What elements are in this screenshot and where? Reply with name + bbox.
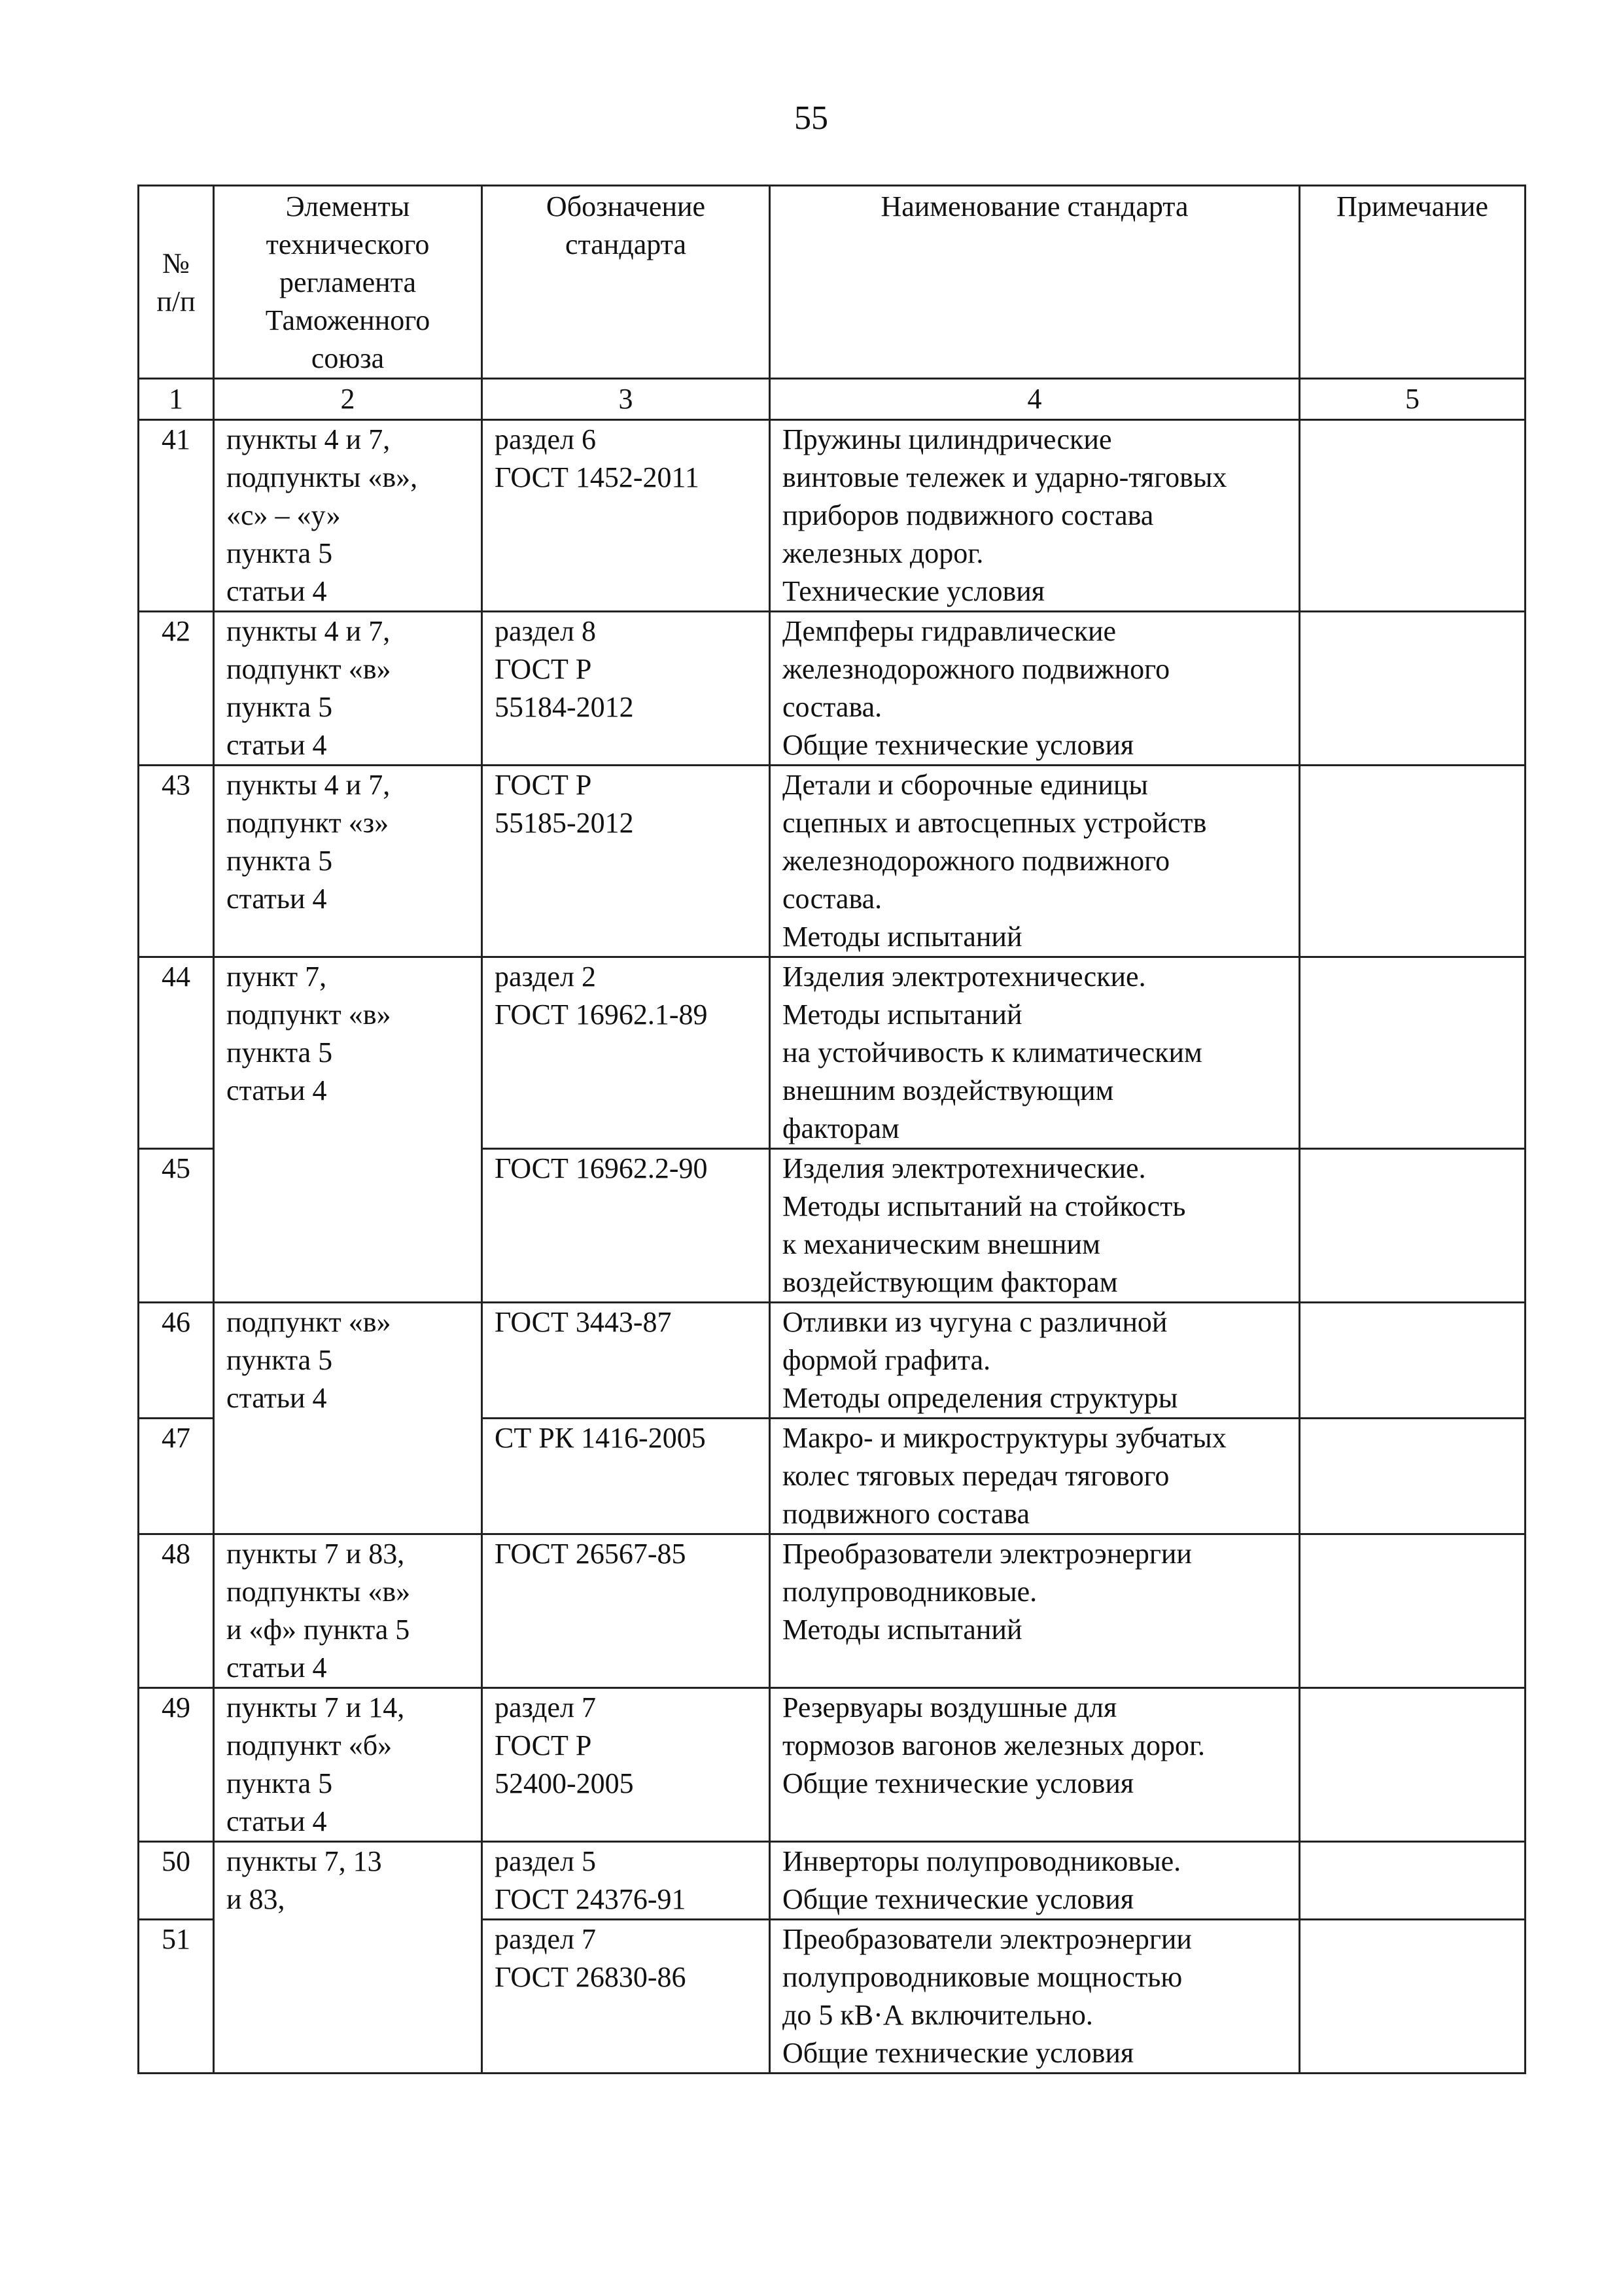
elements-cell-line: пункта 5	[226, 845, 333, 877]
designation-cell-line: ГОСТ 1452-2011	[495, 461, 699, 493]
elements-cell-line: пункты 4 и 7,	[226, 615, 391, 647]
elements-cell	[214, 957, 482, 1303]
designation-cell	[482, 766, 770, 957]
standard-name-cell-line: формой графита.	[782, 1344, 991, 1376]
designation-cell	[482, 1920, 770, 2074]
column-number: 3	[482, 379, 770, 420]
designation-cell-line: ГОСТ 24376-91	[495, 1883, 686, 1915]
elements-cell-line: пункты 7 и 83,	[226, 1538, 405, 1570]
elements-cell	[214, 1534, 482, 1688]
elements-cell-line: и 83,	[226, 1883, 285, 1915]
designation-cell-line: 52400-2005	[495, 1767, 634, 1799]
note-cell	[1300, 1842, 1526, 1920]
standard-name-cell	[770, 612, 1300, 766]
elements-cell-line: и «ф» пункта 5	[226, 1614, 410, 1646]
row-number: 47	[139, 1419, 214, 1534]
standard-name-cell-line: к механическим внешним	[782, 1228, 1100, 1260]
standard-name-cell-line: Методы испытаний	[782, 998, 1022, 1031]
elements-cell-line: статьи 4	[226, 729, 327, 761]
standard-name-cell-line: Преобразователи электроэнергии	[782, 1923, 1192, 1955]
standard-name-cell-line: колес тяговых передач тягового	[782, 1460, 1170, 1492]
elements-cell-line: пункты 4 и 7,	[226, 423, 391, 455]
row-number: 43	[139, 766, 214, 957]
elements-cell	[214, 612, 482, 766]
table-header-row	[139, 186, 1526, 379]
designation-cell-line: 55185-2012	[495, 807, 634, 839]
row-number: 44	[139, 957, 214, 1149]
elements-cell-line: пункты 7 и 14,	[226, 1691, 405, 1723]
column-number-row	[139, 379, 1526, 420]
elements-cell-line: статьи 4	[226, 1805, 327, 1837]
standard-name-cell-line: Демпферы гидравлические	[782, 615, 1117, 647]
standard-name-cell-line: Методы определения структуры	[782, 1382, 1178, 1414]
note-cell	[1300, 1920, 1526, 2074]
designation-cell	[482, 1842, 770, 1920]
row-number: 51	[139, 1920, 214, 2074]
standard-name-cell	[770, 766, 1300, 957]
standard-name-cell-line: Инверторы полупроводниковые.	[782, 1845, 1181, 1877]
row-number: 49	[139, 1688, 214, 1842]
elements-cell	[214, 1688, 482, 1842]
designation-cell-line: 55184-2012	[495, 691, 634, 723]
elements-cell-line: статьи 4	[226, 575, 327, 607]
designation-cell-line: ГОСТ 16962.2-90	[495, 1152, 708, 1184]
elements-cell-line: пункта 5	[226, 691, 333, 723]
elements-cell-line: статьи 4	[226, 883, 327, 915]
standard-name-cell-line: подвижного состава	[782, 1498, 1030, 1530]
column-number: 1	[139, 379, 214, 420]
elements-cell-line: подпункт «з»	[226, 807, 389, 839]
standard-name-cell-line: винтовые тележек и ударно-тяговых	[782, 461, 1227, 493]
standard-name-cell-line: факторам	[782, 1112, 899, 1144]
standard-name-cell-line: Методы испытаний	[782, 1614, 1022, 1646]
designation-cell	[482, 420, 770, 612]
table-row	[139, 1842, 1526, 1920]
row-number: 50	[139, 1842, 214, 1920]
standard-name-cell-line: внешним воздействующим	[782, 1074, 1114, 1106]
elements-cell-line: подпункты «в»,	[226, 461, 418, 493]
note-cell	[1300, 612, 1526, 766]
standard-name-cell-line: Детали и сборочные единицы	[782, 769, 1148, 801]
designation-cell-line: ГОСТ Р	[495, 1729, 592, 1761]
note-cell	[1300, 766, 1526, 957]
standard-name-cell-line: состава.	[782, 883, 882, 915]
designation-cell-line: раздел 8	[495, 615, 596, 647]
header-elements: Элементы технического регламента Таможенного союза	[214, 186, 482, 379]
note-cell	[1300, 420, 1526, 612]
designation-cell-line: СТ РК 1416-2005	[495, 1422, 706, 1454]
standard-name-cell-line: Методы испытаний на стойкость	[782, 1190, 1186, 1222]
standard-name-cell-line: на устойчивость к климатическим	[782, 1036, 1202, 1069]
table-row	[139, 957, 1526, 1149]
standard-name-cell-line: воздействующим факторам	[782, 1266, 1118, 1298]
standard-name-cell-line: полупроводниковые мощностью	[782, 1961, 1183, 1993]
elements-cell-line: подпункт «в»	[226, 653, 391, 685]
page-number: 55	[794, 99, 828, 137]
column-number: 4	[770, 379, 1300, 420]
elements-cell-line: подпункт «в»	[226, 998, 391, 1031]
standard-name-cell	[770, 1149, 1300, 1303]
designation-cell-line: раздел 7	[495, 1923, 596, 1955]
note-cell	[1300, 1149, 1526, 1303]
standard-name-cell-line: железных дорог.	[782, 537, 984, 569]
note-cell	[1300, 1688, 1526, 1842]
standard-name-cell-line: Технические условия	[782, 575, 1045, 607]
table-row	[139, 612, 1526, 766]
row-number: 42	[139, 612, 214, 766]
standard-name-cell	[770, 1303, 1300, 1419]
note-cell	[1300, 1534, 1526, 1688]
table-row	[139, 1688, 1526, 1842]
table-row	[139, 1534, 1526, 1688]
standard-name-cell-line: сцепных и автосцепных устройств	[782, 807, 1207, 839]
elements-cell-line: пункта 5	[226, 1344, 333, 1376]
standard-name-cell	[770, 420, 1300, 612]
elements-cell	[214, 1842, 482, 2074]
designation-cell-line: ГОСТ 26830-86	[495, 1961, 686, 1993]
elements-cell	[214, 766, 482, 957]
elements-cell-line: статьи 4	[226, 1074, 327, 1106]
elements-cell-line: статьи 4	[226, 1651, 327, 1684]
standard-name-cell-line: Макро- и микроструктуры зубчатых	[782, 1422, 1227, 1454]
designation-cell-line: раздел 5	[495, 1845, 596, 1877]
standard-name-cell	[770, 1534, 1300, 1688]
table-body	[139, 420, 1526, 2074]
header-note: Примечание	[1300, 186, 1526, 379]
standard-name-cell-line: Общие технические условия	[782, 1883, 1134, 1915]
designation-cell-line: ГОСТ Р	[495, 769, 592, 801]
standard-name-cell	[770, 1920, 1300, 2074]
standard-name-cell-line: Преобразователи электроэнергии	[782, 1538, 1192, 1570]
standard-name-cell-line: Изделия электротехнические.	[782, 1152, 1146, 1184]
standard-name-cell-line: Методы испытаний	[782, 921, 1022, 953]
designation-cell	[482, 957, 770, 1149]
designation-cell	[482, 612, 770, 766]
row-number: 46	[139, 1303, 214, 1419]
elements-cell-line: пункта 5	[226, 1767, 333, 1799]
designation-cell-line: раздел 7	[495, 1691, 596, 1723]
elements-cell-line: пункт 7,	[226, 961, 327, 993]
table-row	[139, 766, 1526, 957]
row-number: 41	[139, 420, 214, 612]
designation-cell-line: раздел 6	[495, 423, 596, 455]
standard-name-cell-line: железнодорожного подвижного	[782, 845, 1170, 877]
designation-cell-line: ГОСТ 26567-85	[495, 1538, 686, 1570]
elements-cell	[214, 420, 482, 612]
note-cell	[1300, 1303, 1526, 1419]
designation-cell-line: ГОСТ Р	[495, 653, 592, 685]
standard-name-cell-line: приборов подвижного состава	[782, 499, 1154, 531]
standard-name-cell-line: Общие технические условия	[782, 2037, 1134, 2069]
standard-name-cell	[770, 957, 1300, 1149]
table-row	[139, 1303, 1526, 1419]
designation-cell	[482, 1419, 770, 1534]
elements-cell-line: статьи 4	[226, 1382, 327, 1414]
standard-name-cell-line: Общие технические условия	[782, 1767, 1134, 1799]
designation-cell-line: раздел 2	[495, 961, 596, 993]
designation-cell-line: ГОСТ 16962.1-89	[495, 998, 708, 1031]
note-cell	[1300, 1419, 1526, 1534]
elements-cell-line: подпункт «в»	[226, 1306, 391, 1338]
standard-name-cell-line: Резервуары воздушные для	[782, 1691, 1117, 1723]
column-number: 5	[1300, 379, 1526, 420]
row-number: 45	[139, 1149, 214, 1303]
column-number: 2	[214, 379, 482, 420]
elements-cell-line: пункта 5	[226, 537, 333, 569]
header-number: № п/п	[139, 186, 214, 379]
elements-cell-line: подпункты «в»	[226, 1576, 411, 1608]
standard-name-cell	[770, 1419, 1300, 1534]
designation-cell	[482, 1688, 770, 1842]
designation-cell	[482, 1149, 770, 1303]
elements-cell-line: пункты 4 и 7,	[226, 769, 391, 801]
elements-cell	[214, 1303, 482, 1534]
elements-cell-line: подпункт «б»	[226, 1729, 393, 1761]
standard-name-cell-line: полупроводниковые.	[782, 1576, 1038, 1608]
table-row	[139, 420, 1526, 612]
standard-name-cell-line: Отливки из чугуна с различной	[782, 1306, 1168, 1338]
designation-cell-line: ГОСТ 3443-87	[495, 1306, 672, 1338]
standard-name-cell-line: до 5 кВ·А включительно.	[782, 1999, 1093, 2031]
standard-name-cell-line: Изделия электротехнические.	[782, 961, 1146, 993]
designation-cell	[482, 1303, 770, 1419]
elements-cell-line: пункты 7, 13	[226, 1845, 382, 1877]
elements-cell-line: «с» – «у»	[226, 499, 341, 531]
row-number: 48	[139, 1534, 214, 1688]
standard-name-cell-line: Пружины цилиндрические	[782, 423, 1112, 455]
designation-cell	[482, 1534, 770, 1688]
note-cell	[1300, 957, 1526, 1149]
standards-table	[137, 185, 1526, 2074]
standard-name-cell-line: тормозов вагонов железных дорог.	[782, 1729, 1206, 1761]
header-designation: Обозначение стандарта	[482, 186, 770, 379]
standard-name-cell	[770, 1688, 1300, 1842]
standard-name-cell-line: состава.	[782, 691, 882, 723]
header-standard-name: Наименование стандарта	[770, 186, 1300, 379]
standard-name-cell-line: железнодорожного подвижного	[782, 653, 1170, 685]
standard-name-cell	[770, 1842, 1300, 1920]
standard-name-cell-line: Общие технические условия	[782, 729, 1134, 761]
elements-cell-line: пункта 5	[226, 1036, 333, 1069]
